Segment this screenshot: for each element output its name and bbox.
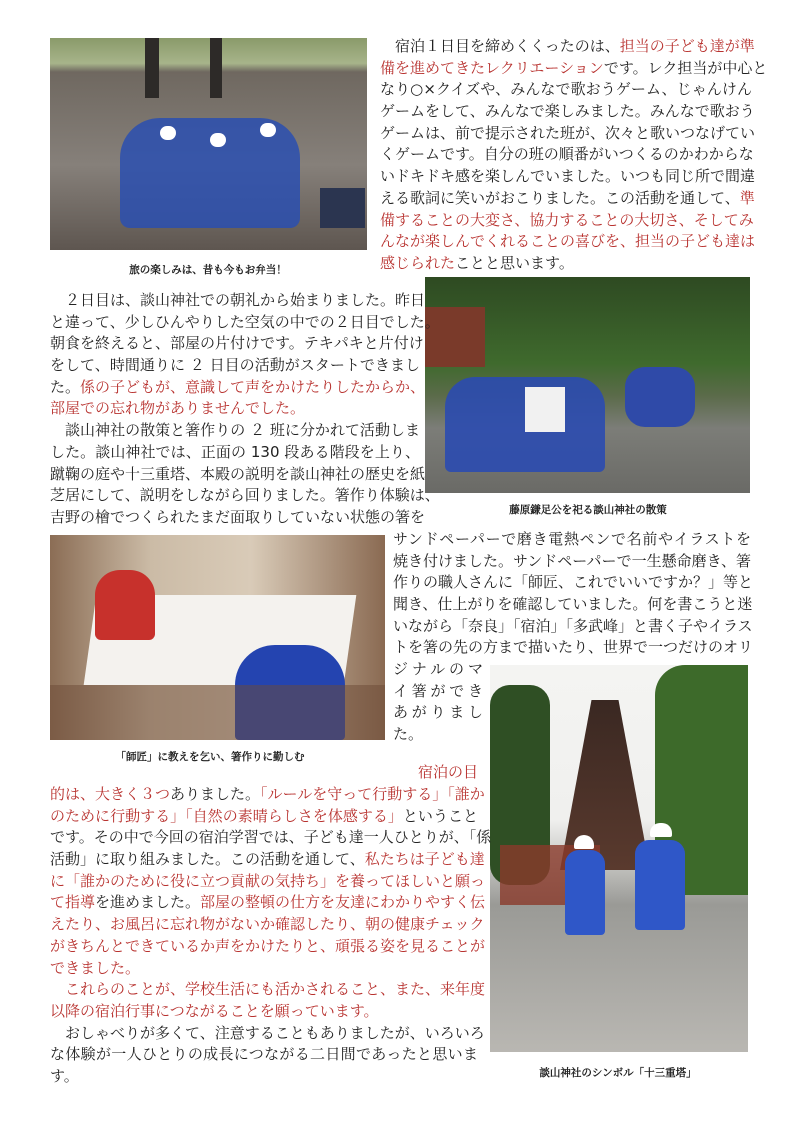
text-line: [50, 464, 426, 486]
highlighted-text: がきちんとできているか声をかけたりと、頑張る姿を見ることが: [50, 936, 486, 955]
text-line: [380, 36, 755, 58]
body-text: ということ: [402, 806, 478, 825]
highlighted-text: 「ルールを守って行動する」「誰か: [260, 785, 485, 803]
highlighted-text: 準: [739, 188, 755, 207]
text-line: [50, 485, 440, 507]
body-text: ゲームをして、みんなで楽しみました。みんなで歌おう: [380, 102, 755, 121]
text-line: [380, 231, 756, 253]
highlighted-text: て指導: [50, 893, 96, 912]
body-text: ジナルのマ: [393, 660, 483, 678]
highlighted-text: 私たちは子ども達: [364, 850, 485, 869]
text-line: [393, 702, 483, 724]
body-text: な体験が一人ひとりの成長につながる二日間であったと思いま: [50, 1045, 478, 1064]
body-text: 焼き付けました。サンドペーパーで一生懸命磨き、箸: [393, 551, 751, 570]
text-line: [50, 849, 485, 871]
photo-lunch: [50, 38, 367, 250]
body-text: 談山神社の散策と箸作りの ２ 班に分かれて活動しま: [50, 421, 420, 440]
paragraph-chopsticks-end: [393, 659, 483, 746]
highlighted-text: 担当の子ども達が準: [619, 37, 755, 55]
body-text: おしゃべりが多くて、注意することもありましたが、いろいろ: [50, 1023, 485, 1042]
highlighted-text: に「誰かのために役に立つ貢献の気持ち」を養ってほしいと願っ: [50, 871, 486, 890]
text-line: [50, 914, 485, 936]
body-text: ことと思います。: [455, 253, 574, 272]
text-line: [50, 936, 486, 958]
highlighted-text: 的は、大きく３つ: [50, 785, 171, 803]
text-line: [50, 333, 424, 355]
text-line: [393, 616, 751, 638]
body-text: 作りの職人さんに「師匠、これでいいですか？」等と: [393, 573, 754, 592]
text-line: [50, 784, 485, 806]
text-line: [50, 312, 440, 334]
highlighted-text: えたり、お風呂に忘れ物がないか確認したり、朝の健康チェック: [50, 915, 485, 934]
text-line: [50, 871, 486, 893]
highlighted-text: 感じられた: [380, 253, 456, 272]
text-line: [380, 188, 755, 210]
body-text: した。談山神社では、正面の 130 段ある階段を上り、: [50, 442, 420, 461]
text-line: [50, 979, 486, 1001]
body-text: をして、時間通りに ２ 日目の活動がスタートできまし: [50, 356, 420, 375]
text-line: [300, 762, 478, 784]
text-line: [380, 166, 756, 188]
text-line: [380, 58, 768, 80]
body-text: える歌詞に笑いがおこりました。この活動を通して、: [380, 188, 740, 207]
text-line: [393, 637, 754, 659]
paragraph-day1-recreation: [380, 36, 768, 275]
highlighted-text: できました。: [50, 958, 141, 977]
text-line: [50, 1001, 478, 1023]
body-text: 蹴鞠の庭や十三重塔、本殿の説明を談山神社の歴史を紙: [50, 464, 426, 483]
text-line: [50, 420, 420, 442]
highlighted-text: んなが楽しんでくれることの喜びを、担当の子ども達は: [380, 232, 756, 251]
text-line: [380, 253, 752, 275]
text-line: [50, 398, 420, 420]
text-line: [393, 572, 754, 594]
text-line: [393, 594, 751, 616]
paragraph-goals: [50, 784, 492, 1088]
text-line: [393, 551, 751, 573]
text-line: [50, 355, 420, 377]
body-text: す。: [50, 1066, 79, 1085]
paragraph-goals-start: [300, 762, 478, 784]
photo-shrine-walk: [425, 277, 750, 493]
text-line: [393, 529, 751, 551]
highlighted-text: 部屋での忘れ物がありませんでした。: [50, 399, 306, 418]
highlighted-text: 備を進めてきたレクリエーション: [380, 58, 604, 77]
text-line: [50, 507, 426, 529]
body-text: です。レク担当が中心と: [603, 58, 768, 77]
text-line: [380, 123, 756, 145]
highlighted-text: 備することの大変さ、協力することの大切さ、そしてみ: [380, 210, 754, 229]
text-line: [393, 724, 483, 746]
text-line: [380, 144, 752, 166]
body-text: サンドペーパーで磨き電熱ペンで名前やイラストを: [393, 530, 751, 548]
text-line: [50, 290, 426, 312]
body-text: いながら「奈良」「宿泊」「多武峰」と書く子やイラス: [393, 616, 753, 635]
caption-shrine-walk: 藤原鎌足公を祀る談山神社の散策: [509, 504, 667, 516]
text-line: [50, 892, 486, 914]
body-text: 宿泊１日目を締めくくったのは、: [380, 37, 620, 55]
body-text: イ箸ができ: [393, 681, 483, 700]
body-text: ありました。: [170, 785, 261, 803]
text-line: [50, 806, 478, 828]
body-text: あがりまし: [393, 703, 483, 722]
caption-lunch: 旅の楽しみは、昔も今もお弁当！: [129, 264, 287, 276]
highlighted-text: 係の子どもが、意識して声をかけたりしたからか、: [80, 377, 426, 396]
body-text: 活動」に取り組みました。この活動を通して、: [50, 850, 365, 869]
text-line: [380, 101, 755, 123]
text-line: [393, 681, 483, 703]
highlighted-text: のために行動する」「自然の素晴らしさを体感する」: [50, 806, 403, 825]
text-line: [50, 1023, 485, 1045]
body-text: た。: [393, 725, 424, 744]
body-text: 聞き、仕上がりを確認していました。何を書こうと迷: [393, 595, 753, 614]
body-text: です。その中で今回の宿泊学習では、子ども達一人ひとりが、「係: [50, 828, 492, 847]
text-line: [50, 1044, 478, 1066]
photo-pagoda: [490, 665, 748, 1052]
highlighted-text: 宿泊の目: [417, 763, 478, 781]
body-text: と違って、少しひんやりした空気の中での２日目でした。: [50, 312, 440, 331]
photo-chopstick-making: [50, 535, 385, 740]
highlighted-text: 部屋の整頓の仕方を友達にわかりやすく伝: [200, 893, 486, 912]
body-text: トを箸の先の方まで描いたり、世界で一つだけのオリ: [393, 638, 754, 657]
body-text: 朝食を終えると、部屋の片付けです。テキパキと片付け: [50, 334, 424, 353]
caption-pagoda: 談山神社のシンボル「十三重塔」: [539, 1067, 697, 1079]
text-line: [393, 659, 483, 681]
text-line: [380, 210, 752, 232]
text-line: [50, 1066, 478, 1088]
body-text: た。: [50, 377, 81, 396]
body-text: いドキドキ感を楽しんでいました。いつも同じ所で間違: [380, 167, 756, 186]
text-line: [50, 958, 478, 980]
text-line: [50, 827, 492, 849]
paragraph-day2: [50, 290, 440, 529]
body-text: を進めました。: [95, 893, 201, 912]
highlighted-text: 以降の宿泊行事につながることを願っています。: [50, 1001, 379, 1020]
body-text: ２日目は、談山神社での朝礼から始まりました。昨日: [50, 291, 426, 309]
body-text: 吉野の檜でつくられたまだ面取りしていない状態の箸を: [50, 507, 426, 526]
caption-chopstick-making: 「師匠」に教えを乞い、箸作りに勤しむ: [115, 751, 305, 763]
text-line: [50, 442, 420, 464]
text-line: [50, 377, 426, 399]
body-text: ゲームは、前で提示された班が、次々と歌いつなげてい: [380, 123, 756, 142]
body-text: 芝居にして、説明をしながら回りました。箸作り体験は、: [50, 486, 440, 505]
body-text: くゲームです。自分の班の順番がいつくるのかわからな: [380, 145, 754, 164]
paragraph-chopsticks: [393, 529, 754, 659]
text-line: [380, 79, 752, 101]
body-text: なり○×クイズや、みんなで歌おうゲーム、じゃんけん: [380, 80, 752, 99]
highlighted-text: これらのことが、学校生活にも活かされること、また、来年度: [50, 980, 486, 999]
